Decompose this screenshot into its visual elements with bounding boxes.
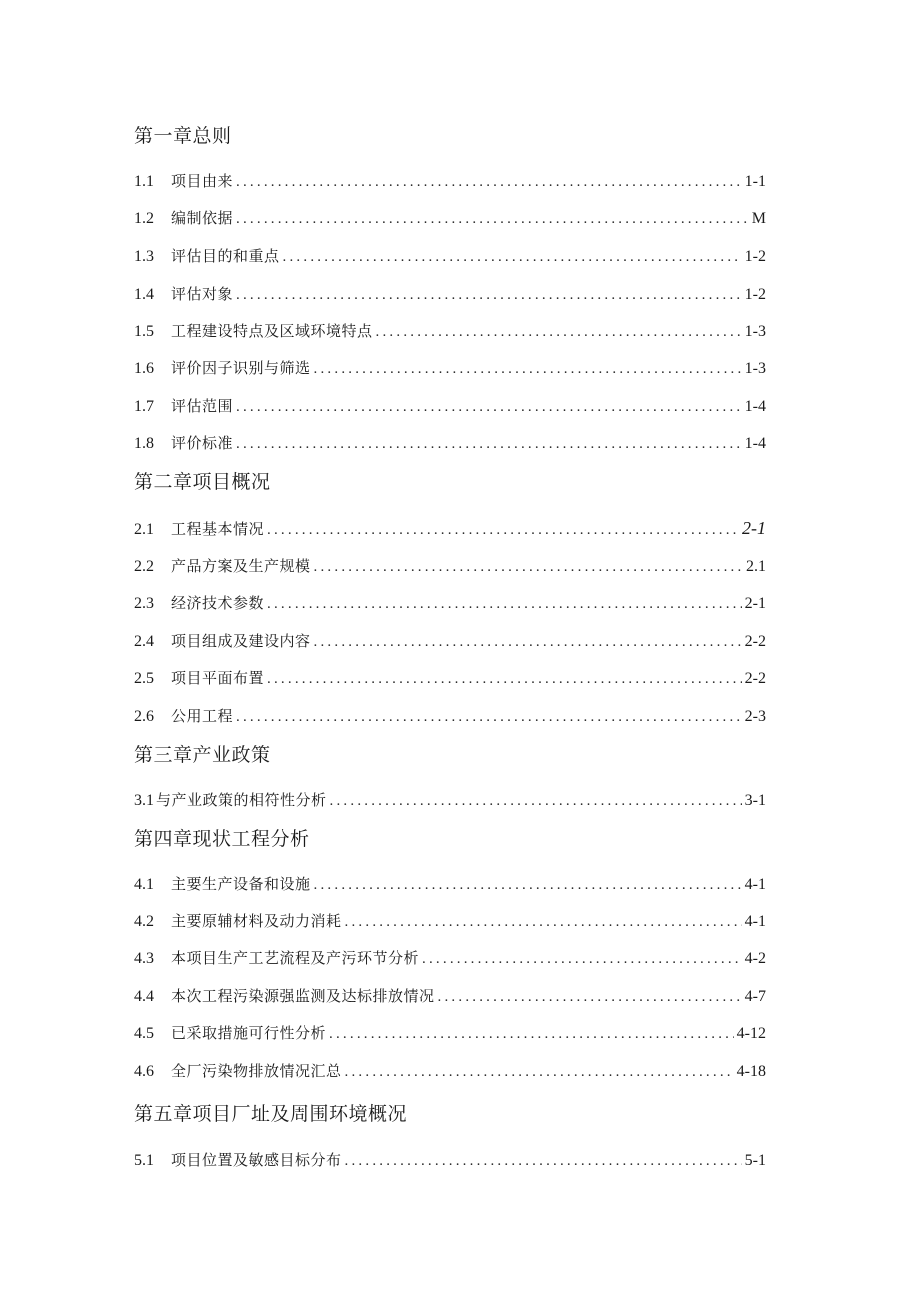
toc-entry-2-2[interactable] xyxy=(134,554,766,578)
section-number: 2.6 xyxy=(134,708,154,725)
section-number: 4.4 xyxy=(134,988,154,1005)
section-title: 评估范围 xyxy=(171,397,234,415)
page-number: 1-1 xyxy=(744,173,766,190)
page-number: 1-3 xyxy=(744,360,766,377)
chapter-3-heading[interactable]: 第三章产业政策 xyxy=(134,744,271,766)
page-number: 4-1 xyxy=(744,913,766,930)
section-number: 3.1 xyxy=(134,792,154,809)
dot-leader xyxy=(236,705,742,729)
section-title: 全厂污染物排放情况汇总 xyxy=(171,1062,342,1080)
dot-leader xyxy=(345,1060,734,1084)
section-title: 工程基本情况 xyxy=(171,520,265,538)
section-number: 2.1 xyxy=(134,521,154,538)
toc-entry-2-4[interactable] xyxy=(134,629,766,653)
page-number: 2-1 xyxy=(742,518,766,538)
toc-entry-2-5[interactable] xyxy=(134,666,766,690)
section-number: 4.6 xyxy=(134,1063,154,1080)
section-title: 工程建设特点及区域环境特点 xyxy=(171,322,373,340)
section-number: 4.2 xyxy=(134,913,154,930)
dot-leader xyxy=(283,245,742,269)
dot-leader xyxy=(236,395,742,419)
page-number: 2-3 xyxy=(744,708,766,725)
toc-entry-2-1[interactable] xyxy=(134,516,766,540)
section-number: 1.1 xyxy=(134,173,154,190)
dot-leader xyxy=(236,283,742,307)
toc-entry-4-4[interactable] xyxy=(134,984,766,1008)
page-number: 1-3 xyxy=(744,323,766,340)
dot-leader xyxy=(345,910,742,934)
page-number: 2-2 xyxy=(744,670,766,687)
toc-entry-1-2[interactable] xyxy=(134,206,766,230)
page-number: 4-1 xyxy=(744,876,766,893)
chapter-2-heading[interactable]: 第二章项目概况 xyxy=(134,471,271,493)
toc-entry-1-4[interactable] xyxy=(134,282,766,306)
toc-entry-5-1[interactable] xyxy=(134,1148,766,1172)
section-number: 1.2 xyxy=(134,210,154,227)
page-number: 5-1 xyxy=(744,1152,766,1169)
dot-leader xyxy=(314,357,742,381)
dot-leader xyxy=(314,555,743,579)
page-number: 4-2 xyxy=(744,950,766,967)
chapter-4-heading[interactable]: 第四章现状工程分析 xyxy=(134,828,310,850)
page-number: 4-12 xyxy=(736,1025,766,1042)
dot-leader xyxy=(236,432,742,456)
section-title: 本次工程污染源强监测及达标排放情况 xyxy=(171,987,435,1005)
page-number: 2.1 xyxy=(746,558,766,575)
section-number: 1.6 xyxy=(134,360,154,377)
dot-leader xyxy=(345,1149,742,1173)
section-number: 4.1 xyxy=(134,876,154,893)
toc-entry-1-1[interactable] xyxy=(134,169,766,193)
section-title: 经济技术参数 xyxy=(171,594,265,612)
section-title: 主要生产设备和设施 xyxy=(171,875,311,893)
section-number: 4.5 xyxy=(134,1025,154,1042)
section-title: 项目由来 xyxy=(171,172,234,190)
section-title: 项目位置及敏感目标分布 xyxy=(171,1151,342,1169)
section-title: 评估目的和重点 xyxy=(171,247,280,265)
section-number: 5.1 xyxy=(134,1152,154,1169)
page-number: 1-2 xyxy=(744,286,766,303)
section-number: 1.8 xyxy=(134,435,154,452)
dot-leader xyxy=(422,947,742,971)
section-title: 评价标准 xyxy=(171,434,234,452)
page-number: 2-1 xyxy=(744,595,766,612)
dot-leader xyxy=(236,170,742,194)
dot-leader xyxy=(267,518,739,542)
section-title: 评价因子识别与筛选 xyxy=(171,359,311,377)
toc-entry-4-2[interactable] xyxy=(134,909,766,933)
section-number: 1.3 xyxy=(134,248,154,265)
dot-leader xyxy=(314,630,742,654)
section-number: 1.5 xyxy=(134,323,154,340)
section-number: 2.4 xyxy=(134,633,154,650)
section-title: 编制依据 xyxy=(171,209,234,227)
dot-leader xyxy=(236,207,749,231)
section-number: 2.2 xyxy=(134,558,154,575)
page-number: M xyxy=(751,210,766,227)
dot-leader xyxy=(329,1022,734,1046)
toc-entry-4-6[interactable] xyxy=(134,1059,766,1083)
toc-entry-1-3[interactable] xyxy=(134,244,766,268)
toc-entry-1-7[interactable] xyxy=(134,394,766,418)
page-number: 4-7 xyxy=(744,988,766,1005)
toc-entry-2-3[interactable] xyxy=(134,591,766,615)
section-title: 项目组成及建设内容 xyxy=(171,632,311,650)
section-title: 已采取措施可行性分析 xyxy=(171,1024,327,1042)
toc-entry-4-5[interactable] xyxy=(134,1021,766,1045)
section-number: 2.5 xyxy=(134,670,154,687)
toc-entry-1-5[interactable] xyxy=(134,319,766,343)
toc-entry-1-6[interactable] xyxy=(134,356,766,380)
section-title: 项目平面布置 xyxy=(171,669,265,687)
page-number: 4-18 xyxy=(736,1063,766,1080)
chapter-1-heading[interactable]: 第一章总则 xyxy=(134,125,232,147)
page-number: 3-1 xyxy=(744,792,766,809)
section-title: 评估对象 xyxy=(171,285,234,303)
toc-entry-2-6[interactable] xyxy=(134,704,766,728)
section-title: 主要原辅材料及动力消耗 xyxy=(171,912,342,930)
page-number: 1-4 xyxy=(744,398,766,415)
section-title: 本项目生产工艺流程及产污环节分析 xyxy=(171,949,420,967)
dot-leader xyxy=(438,985,742,1009)
section-title: 公用工程 xyxy=(171,707,234,725)
toc-entry-4-1[interactable] xyxy=(134,872,766,896)
section-number: 1.7 xyxy=(134,398,154,415)
page-number: 1-2 xyxy=(744,248,766,265)
page-number: 2-2 xyxy=(744,633,766,650)
dot-leader xyxy=(330,789,742,813)
section-title: 与产业政策的相符性分析 xyxy=(156,791,327,809)
section-number: 1.4 xyxy=(134,286,154,303)
page-number: 1-4 xyxy=(744,435,766,452)
chapter-5-heading[interactable]: 第五章项目厂址及周围环境概况 xyxy=(134,1103,408,1125)
dot-leader xyxy=(267,667,742,691)
toc-entry-4-3[interactable] xyxy=(134,946,766,970)
section-number: 4.3 xyxy=(134,950,154,967)
section-title: 产品方案及生产规模 xyxy=(171,557,311,575)
toc-entry-3-1[interactable] xyxy=(134,788,766,812)
dot-leader xyxy=(267,592,742,616)
toc-entry-1-8[interactable] xyxy=(134,431,766,455)
dot-leader xyxy=(314,873,742,897)
dot-leader xyxy=(376,320,742,344)
section-number: 2.3 xyxy=(134,595,154,612)
